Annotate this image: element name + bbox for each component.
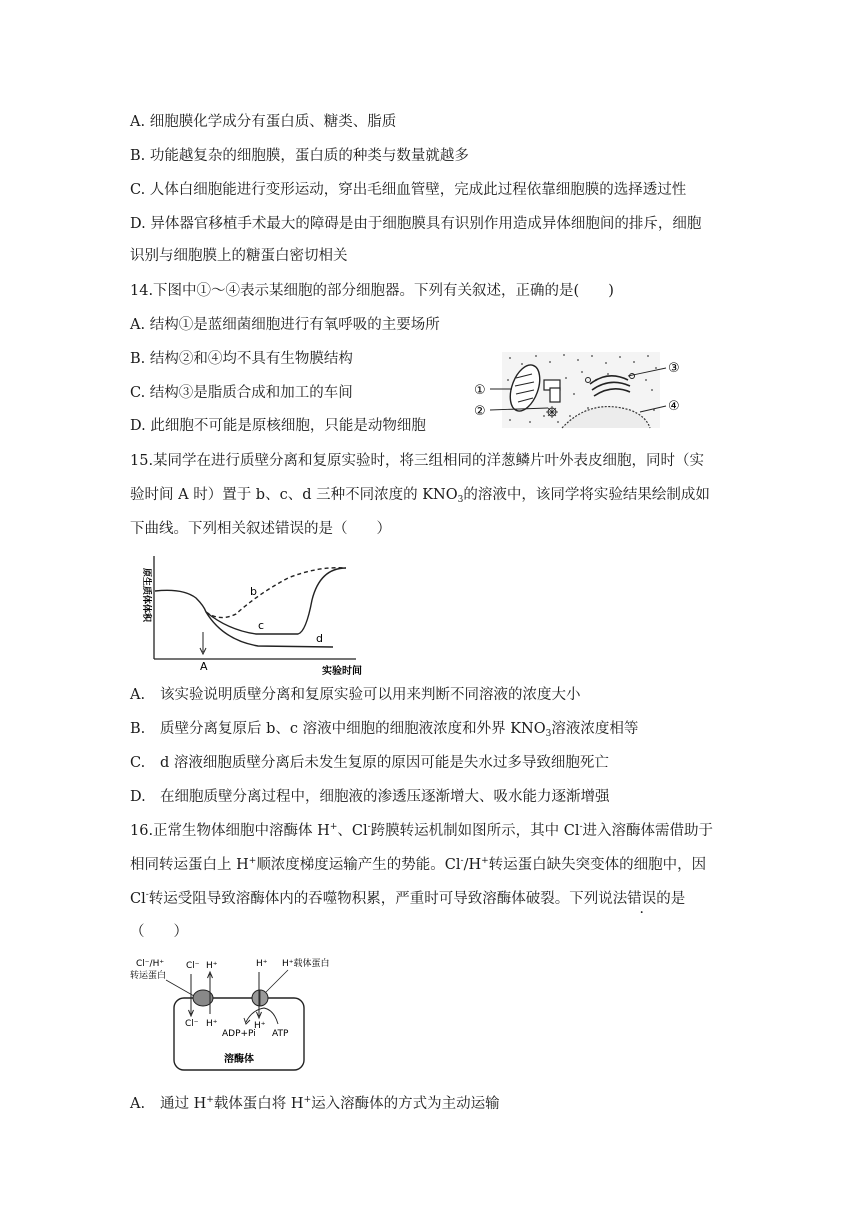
atp-label: ATP <box>272 1029 289 1039</box>
q15-stem-line2: 验时间 A 时）置于 b、c、d 三种不同浓度的 $KNO_3$的溶液中，该同学将实验结果绘制成如 <box>130 487 710 505</box>
label-2: ② <box>474 404 486 419</box>
cl-top-label: Cl⁻ <box>186 961 200 971</box>
label-3: ③ <box>668 361 680 376</box>
chart-ylabel: 原生质体体积 <box>141 568 151 623</box>
curve-label-d: d <box>316 632 323 645</box>
curve-label-b: b <box>250 585 257 598</box>
cl-bottom-label: Cl⁻ <box>185 1019 199 1029</box>
h-top-label-1: H⁺ <box>206 961 218 971</box>
carrier-label: H⁺载体蛋白 <box>282 959 330 969</box>
chart-marker-a: A <box>200 660 208 673</box>
q13-option-d-cont: 识别与细胞膜上的糖蛋白密切相关 <box>130 248 348 264</box>
emphasized-word: 错误 <box>627 891 657 907</box>
q14-option-b: B. 结构②和④均不具有生物膜结构 <box>130 351 353 367</box>
transporter-label-line2: 转运蛋白 <box>130 971 167 981</box>
q14-option-d: D. 此细胞不可能是原核细胞，只能是动物细胞 <box>130 418 426 434</box>
q14-stem: 14.下图中①～④表示某细胞的部分细胞器。下列有关叙述，正确的是( ) <box>130 283 614 299</box>
protoplast-volume-chart <box>128 548 388 678</box>
q15-option-c: C. d 溶液细胞质壁分离后未发生复原的原因可能是失水过多导致细胞死亡 <box>130 755 609 771</box>
h-bottom-label-2: H⁺ <box>254 1021 266 1031</box>
curve-start <box>155 590 206 612</box>
adp-label: ADP+Pi <box>222 1029 256 1039</box>
q13-option-a: A. 细胞膜化学成分有蛋白质、糖类、脂质 <box>130 114 397 130</box>
label-1: ① <box>474 383 486 398</box>
q16-stem-line1: 16.正常生物体细胞中溶酶体 H+、Cl-跨膜转运机制如图所示，其中 Cl-进入溶酶体需借助于 <box>130 822 714 839</box>
curve-c <box>206 568 346 634</box>
q16-option-a: A. 通过 H+载体蛋白将 H+运入溶酶体的方式为主动运输 <box>130 1095 500 1112</box>
h-top-label-2: H⁺ <box>256 959 268 969</box>
q15-option-a: A. 该实验说明质壁分离和复原实验可以用来判断不同溶液的浓度大小 <box>130 687 581 703</box>
q16-stem-line2: 相同转运蛋白上 H+顺浓度梯度运输产生的势能。Cl-/H+转运蛋白缺失突变体的细胞中，因 <box>130 856 707 873</box>
q15-stem-line3: 下曲线。下列相关叙述错误的是（ ） <box>130 521 391 537</box>
q15-stem-line1: 15.某同学在进行质壁分离和复原实验时，将三组相同的洋葱鳞片叶外表皮细胞，同时（实 <box>130 453 705 469</box>
q13-option-b: B. 功能越复杂的细胞膜，蛋白质的种类与数量就越多 <box>130 148 469 164</box>
curve-label-c: c <box>258 619 265 632</box>
q16-stem-line4: （ ） <box>130 924 188 940</box>
q14-option-c: C. 结构③是脂质合成和加工的车间 <box>130 385 353 401</box>
lysosome-diagram <box>128 952 378 1077</box>
curve-d <box>206 612 333 647</box>
q13-option-d: D. 异体器官移植手术最大的障碍是由于细胞膜具有识别作用造成异体细胞间的排斥，细胞 <box>130 216 702 232</box>
q13-option-c: C. 人体白细胞能进行变形运动，穿出毛细血管壁，完成此过程依靠细胞膜的选择透过性 <box>130 182 687 198</box>
h-bottom-label-1: H⁺ <box>206 1019 218 1029</box>
transporter-label-line1: Cl⁻/H⁺ <box>136 959 165 969</box>
organelle-figure <box>470 350 695 430</box>
lysosome-label: 溶酶体 <box>224 1054 254 1065</box>
q15-option-d: D. 在细胞质壁分离过程中，细胞液的渗透压逐渐增大、吸水能力逐渐增强 <box>130 789 610 805</box>
chart-xlabel: 实验时间 <box>322 666 362 677</box>
q16-stem-line3: Cl-转运受阻导致溶酶体内的吞噬物积累，严重时可导致溶酶体破裂。下列说法错误的是 <box>130 890 686 907</box>
label-4: ④ <box>668 399 680 414</box>
q15-option-b: B. 质壁分离复原后 b、c 溶液中细胞的细胞液浓度和外界 $KNO_3$溶液浓度相等 <box>130 721 639 739</box>
q14-option-a: A. 结构①是蓝细菌细胞进行有氧呼吸的主要场所 <box>130 317 440 333</box>
